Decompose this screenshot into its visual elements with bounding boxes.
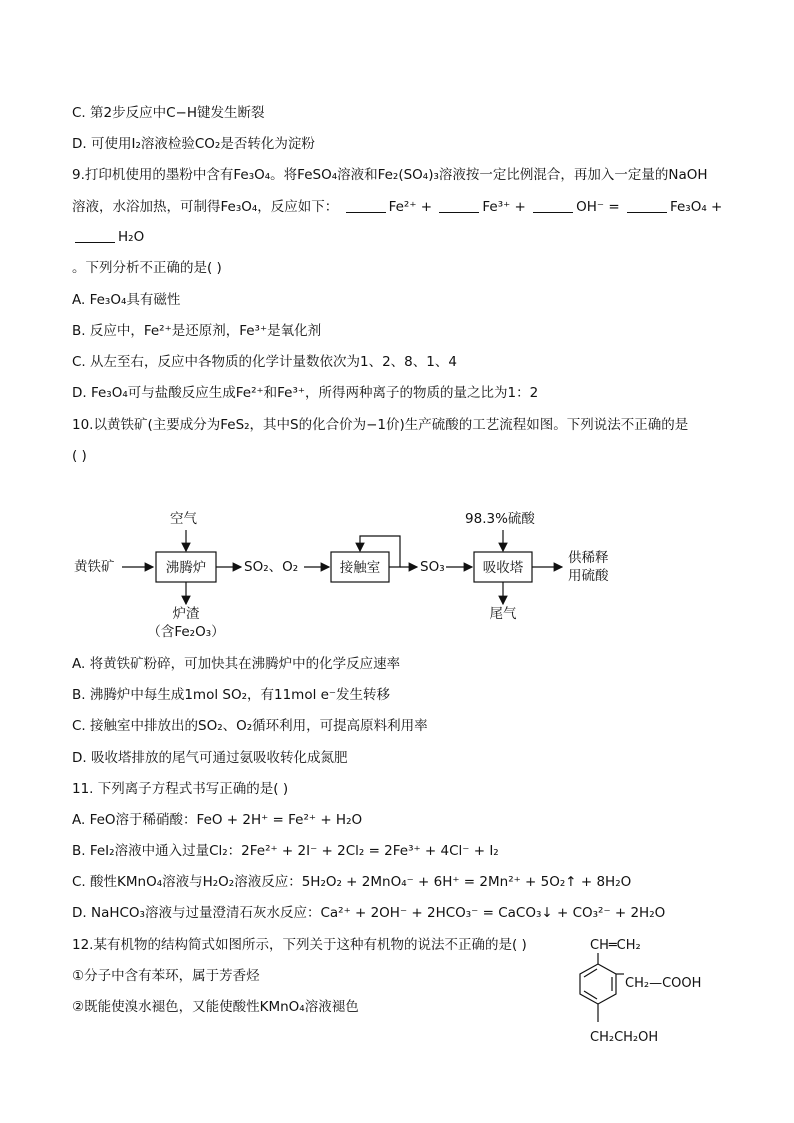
question-12: 12.某有机物的结构简式如图所示，下列关于这种有机物的说法不正确的是( )	[72, 937, 527, 953]
option-11b: B. FeI₂溶液中通入过量Cl₂：2Fe²⁺ + 2I⁻ + 2Cl₂ = 2Fe³⁺ + 4Cl⁻ + I₂	[72, 843, 499, 859]
benzene-ring	[580, 964, 616, 1004]
vinyl-group-label: CH═CH₂	[590, 938, 641, 953]
option-10a: A. 将黄铁矿粉碎，可加快其在沸腾炉中的化学反应速率	[72, 656, 401, 672]
gas-label: SO₂、O₂	[244, 559, 299, 575]
statement-1: ①分子中含有苯环，属于芳香烃	[72, 968, 260, 984]
blank-1	[346, 198, 386, 213]
term-1: Fe²⁺ +	[388, 199, 433, 215]
term-4: Fe₃O₄ +	[669, 199, 723, 215]
air-label: 空气	[170, 511, 197, 527]
option-10b: B. 沸腾炉中每生成1mol SO₂，有11mol e⁻发生转移	[72, 687, 391, 703]
option-11d: D. NaHCO₃溶液与过量澄清石灰水反应：Ca²⁺ + 2OH⁻ + 2HCO₃⁻ = CaCO₃↓ + CO₃²⁻ + 2H₂O	[72, 905, 666, 921]
hydroxyethyl-group-label: CH₂CH₂OH	[590, 1030, 659, 1045]
question-9-text: 溶液，水浴加热，可制得Fe₃O₄，反应如下：	[72, 199, 339, 215]
process-flow-diagram	[0, 500, 794, 645]
so3-label: SO₃	[420, 559, 445, 575]
acetic-acid-group-label: CH₂—COOH	[625, 976, 702, 991]
structural-formula	[560, 930, 740, 1050]
blank-4	[627, 198, 667, 213]
option-9a: A. Fe₃O₄具有磁性	[72, 292, 181, 308]
slag-label: 炉渣	[172, 606, 200, 622]
blank-3	[533, 198, 573, 213]
furnace-label: 沸腾炉	[165, 560, 207, 576]
acid-label: 98.3%硫酸	[465, 511, 535, 527]
option-11c: C. 酸性KMnO₄溶液与H₂O₂溶液反应：5H₂O₂ + 2MnO₄⁻ + 6H⁺ = 2Mn²⁺ + 5O₂↑ + 8H₂O	[72, 874, 632, 890]
term-2: Fe³⁺ +	[482, 199, 526, 215]
option-9c: C. 从左至右，反应中各物质的化学计量数依次为1、2、8、1、4	[72, 354, 457, 370]
blank-2	[439, 198, 479, 213]
blank-5	[75, 228, 115, 243]
option-9d: D. Fe₃O₄可与盐酸反应生成Fe²⁺和Fe³⁺，所得两种离子的物质的量之比为1：2	[72, 385, 539, 401]
statement-2: ②既能使溴水褪色，又能使酸性KMnO₄溶液褪色	[72, 999, 359, 1015]
question-10-line2: ( )	[72, 448, 87, 464]
output-label-2: 用硫酸	[568, 568, 609, 584]
option-9b: B. 反应中，Fe²⁺是还原剂，Fe³⁺是氧化剂	[72, 323, 322, 339]
question-11: 11. 下列离子方程式书写正确的是( )	[72, 781, 289, 797]
output-label-1: 供稀释	[568, 550, 609, 566]
option-11a: A. FeO溶于稀硝酸：FeO + 2H⁺ = Fe²⁺ + H₂O	[72, 812, 363, 828]
question-9-line1: 9.打印机使用的墨粉中含有Fe₃O₄。将FeSO₄溶液和Fe₂(SO₄)₃溶液按一定比例混合，再加入一定量的NaOH	[72, 167, 708, 183]
option-8d: D. 可使用I₂溶液检验CO₂是否转化为淀粉	[72, 136, 315, 152]
tail-gas-label: 尾气	[489, 606, 517, 622]
term-3: OH⁻ =	[576, 199, 620, 215]
option-10d: D. 吸收塔排放的尾气可通过氨吸收转化成氮肥	[72, 750, 348, 766]
raw-material-label: 黄铁矿	[74, 559, 115, 575]
question-10-line1: 10.以黄铁矿(主要成分为FeS₂，其中S的化合价为−1价)生产硫酸的工艺流程如图。下列说法不正确的是	[72, 417, 689, 433]
option-10c: C. 接触室中排放出的SO₂、O₂循环利用，可提高原料利用率	[72, 718, 428, 734]
slag-note-label: （含Fe₂O₃）	[147, 624, 225, 640]
contact-chamber-label: 接触室	[339, 560, 381, 576]
absorption-tower-label: 吸收塔	[482, 560, 524, 576]
question-9-line2	[72, 198, 722, 216]
question-9-line4: 。下列分析不正确的是( )	[72, 260, 222, 276]
term-5: H₂O	[118, 229, 145, 245]
question-9-line3	[72, 228, 144, 246]
option-8c: C. 第2步反应中C−H键发生断裂	[72, 105, 265, 121]
